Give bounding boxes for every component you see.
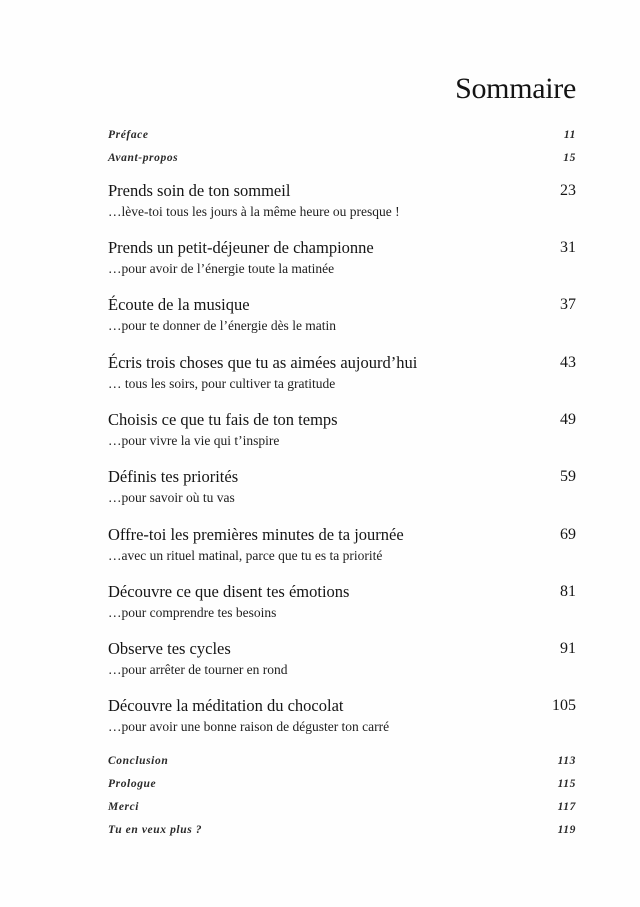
chapter-page-number: 105	[552, 697, 576, 714]
chapter-subtitle: …pour arrêter de tourner en rond	[108, 662, 288, 677]
chapter-subtitle: …pour te donner de l’énergie dès le matin	[108, 318, 337, 333]
chapter-title: Découvre la méditation du chocolat	[108, 696, 344, 715]
toc-chapter[interactable]	[108, 582, 576, 626]
chapter-subtitle: … tous les soirs, pour cultiver ta gratitude	[108, 376, 336, 391]
toc-entry-page-number: 15	[563, 152, 576, 164]
toc-entry-label: Préface	[108, 129, 149, 141]
chapter-subtitle: …pour vivre la vie qui t’inspire	[108, 433, 280, 448]
chapter-subtitle: …pour comprendre tes besoins	[108, 605, 277, 620]
chapter-page-number: 23	[560, 182, 576, 199]
toc-chapter[interactable]	[108, 295, 576, 339]
toc-entry-page-number: 113	[557, 755, 576, 767]
toc-entry-merci[interactable]	[108, 799, 576, 815]
toc-entry-label: Merci	[108, 801, 140, 813]
toc-entry-label: Prologue	[108, 778, 157, 790]
chapter-subtitle: …pour savoir où tu vas	[108, 490, 235, 505]
chapter-page-number: 91	[560, 640, 576, 657]
toc-chapter[interactable]	[108, 639, 576, 683]
chapter-page-number: 59	[560, 468, 576, 485]
toc-entry-label: Conclusion	[108, 755, 169, 767]
chapter-subtitle: …avec un rituel matinal, parce que tu es ta priorité	[108, 548, 383, 563]
toc-chapter[interactable]	[108, 467, 576, 511]
chapter-page-number: 49	[560, 411, 576, 428]
chapter-subtitle: …lève-toi tous les jours à la même heure ou presque !	[108, 204, 400, 219]
toc-entry-tu-en-veux-plus[interactable]	[108, 822, 576, 838]
chapter-page-number: 31	[560, 239, 576, 256]
chapter-title: Offre-toi les premières minutes de ta journée	[108, 525, 404, 544]
toc-chapter[interactable]	[108, 410, 576, 454]
toc-entry-avant-propos[interactable]	[108, 150, 576, 166]
toc-chapter[interactable]	[108, 353, 576, 397]
toc-entry-label: Avant-propos	[108, 152, 179, 164]
chapter-page-number: 37	[560, 296, 576, 313]
chapter-title: Écoute de la musique	[108, 295, 250, 314]
chapter-page-number: 43	[560, 354, 576, 371]
toc-entry-label: Tu en veux plus ?	[108, 824, 203, 836]
toc-entry-prologue[interactable]	[108, 776, 576, 792]
chapter-title: Découvre ce que disent tes émotions	[108, 582, 350, 601]
chapter-title: Prends soin de ton sommeil	[108, 181, 291, 200]
toc-chapter[interactable]	[108, 525, 576, 569]
chapter-title: Choisis ce que tu fais de ton temps	[108, 410, 338, 429]
chapter-title: Écris trois choses que tu as aimées aujourd’hui	[108, 353, 418, 372]
toc-entry-page-number: 115	[557, 778, 576, 790]
chapter-title: Définis tes priorités	[108, 467, 239, 486]
toc-entry-page-number: 117	[557, 801, 576, 813]
toc-entry-preface[interactable]	[108, 127, 576, 143]
toc-chapter[interactable]	[108, 238, 576, 282]
chapter-page-number: 81	[560, 583, 576, 600]
chapter-title: Observe tes cycles	[108, 639, 231, 658]
chapter-page-number: 69	[560, 526, 576, 543]
chapter-title: Prends un petit-déjeuner de championne	[108, 238, 374, 257]
toc-chapter[interactable]	[108, 696, 576, 740]
chapter-subtitle: …pour avoir une bonne raison de déguster ton carré	[108, 719, 390, 734]
toc-entry-conclusion[interactable]	[108, 753, 576, 769]
toc-entry-page-number: 119	[557, 824, 576, 836]
toc-entry-page-number: 11	[563, 129, 576, 141]
toc-chapter[interactable]	[108, 181, 576, 225]
chapter-subtitle: …pour avoir de l’énergie toute la matinée	[108, 261, 335, 276]
page-title: Sommaire	[455, 72, 576, 105]
